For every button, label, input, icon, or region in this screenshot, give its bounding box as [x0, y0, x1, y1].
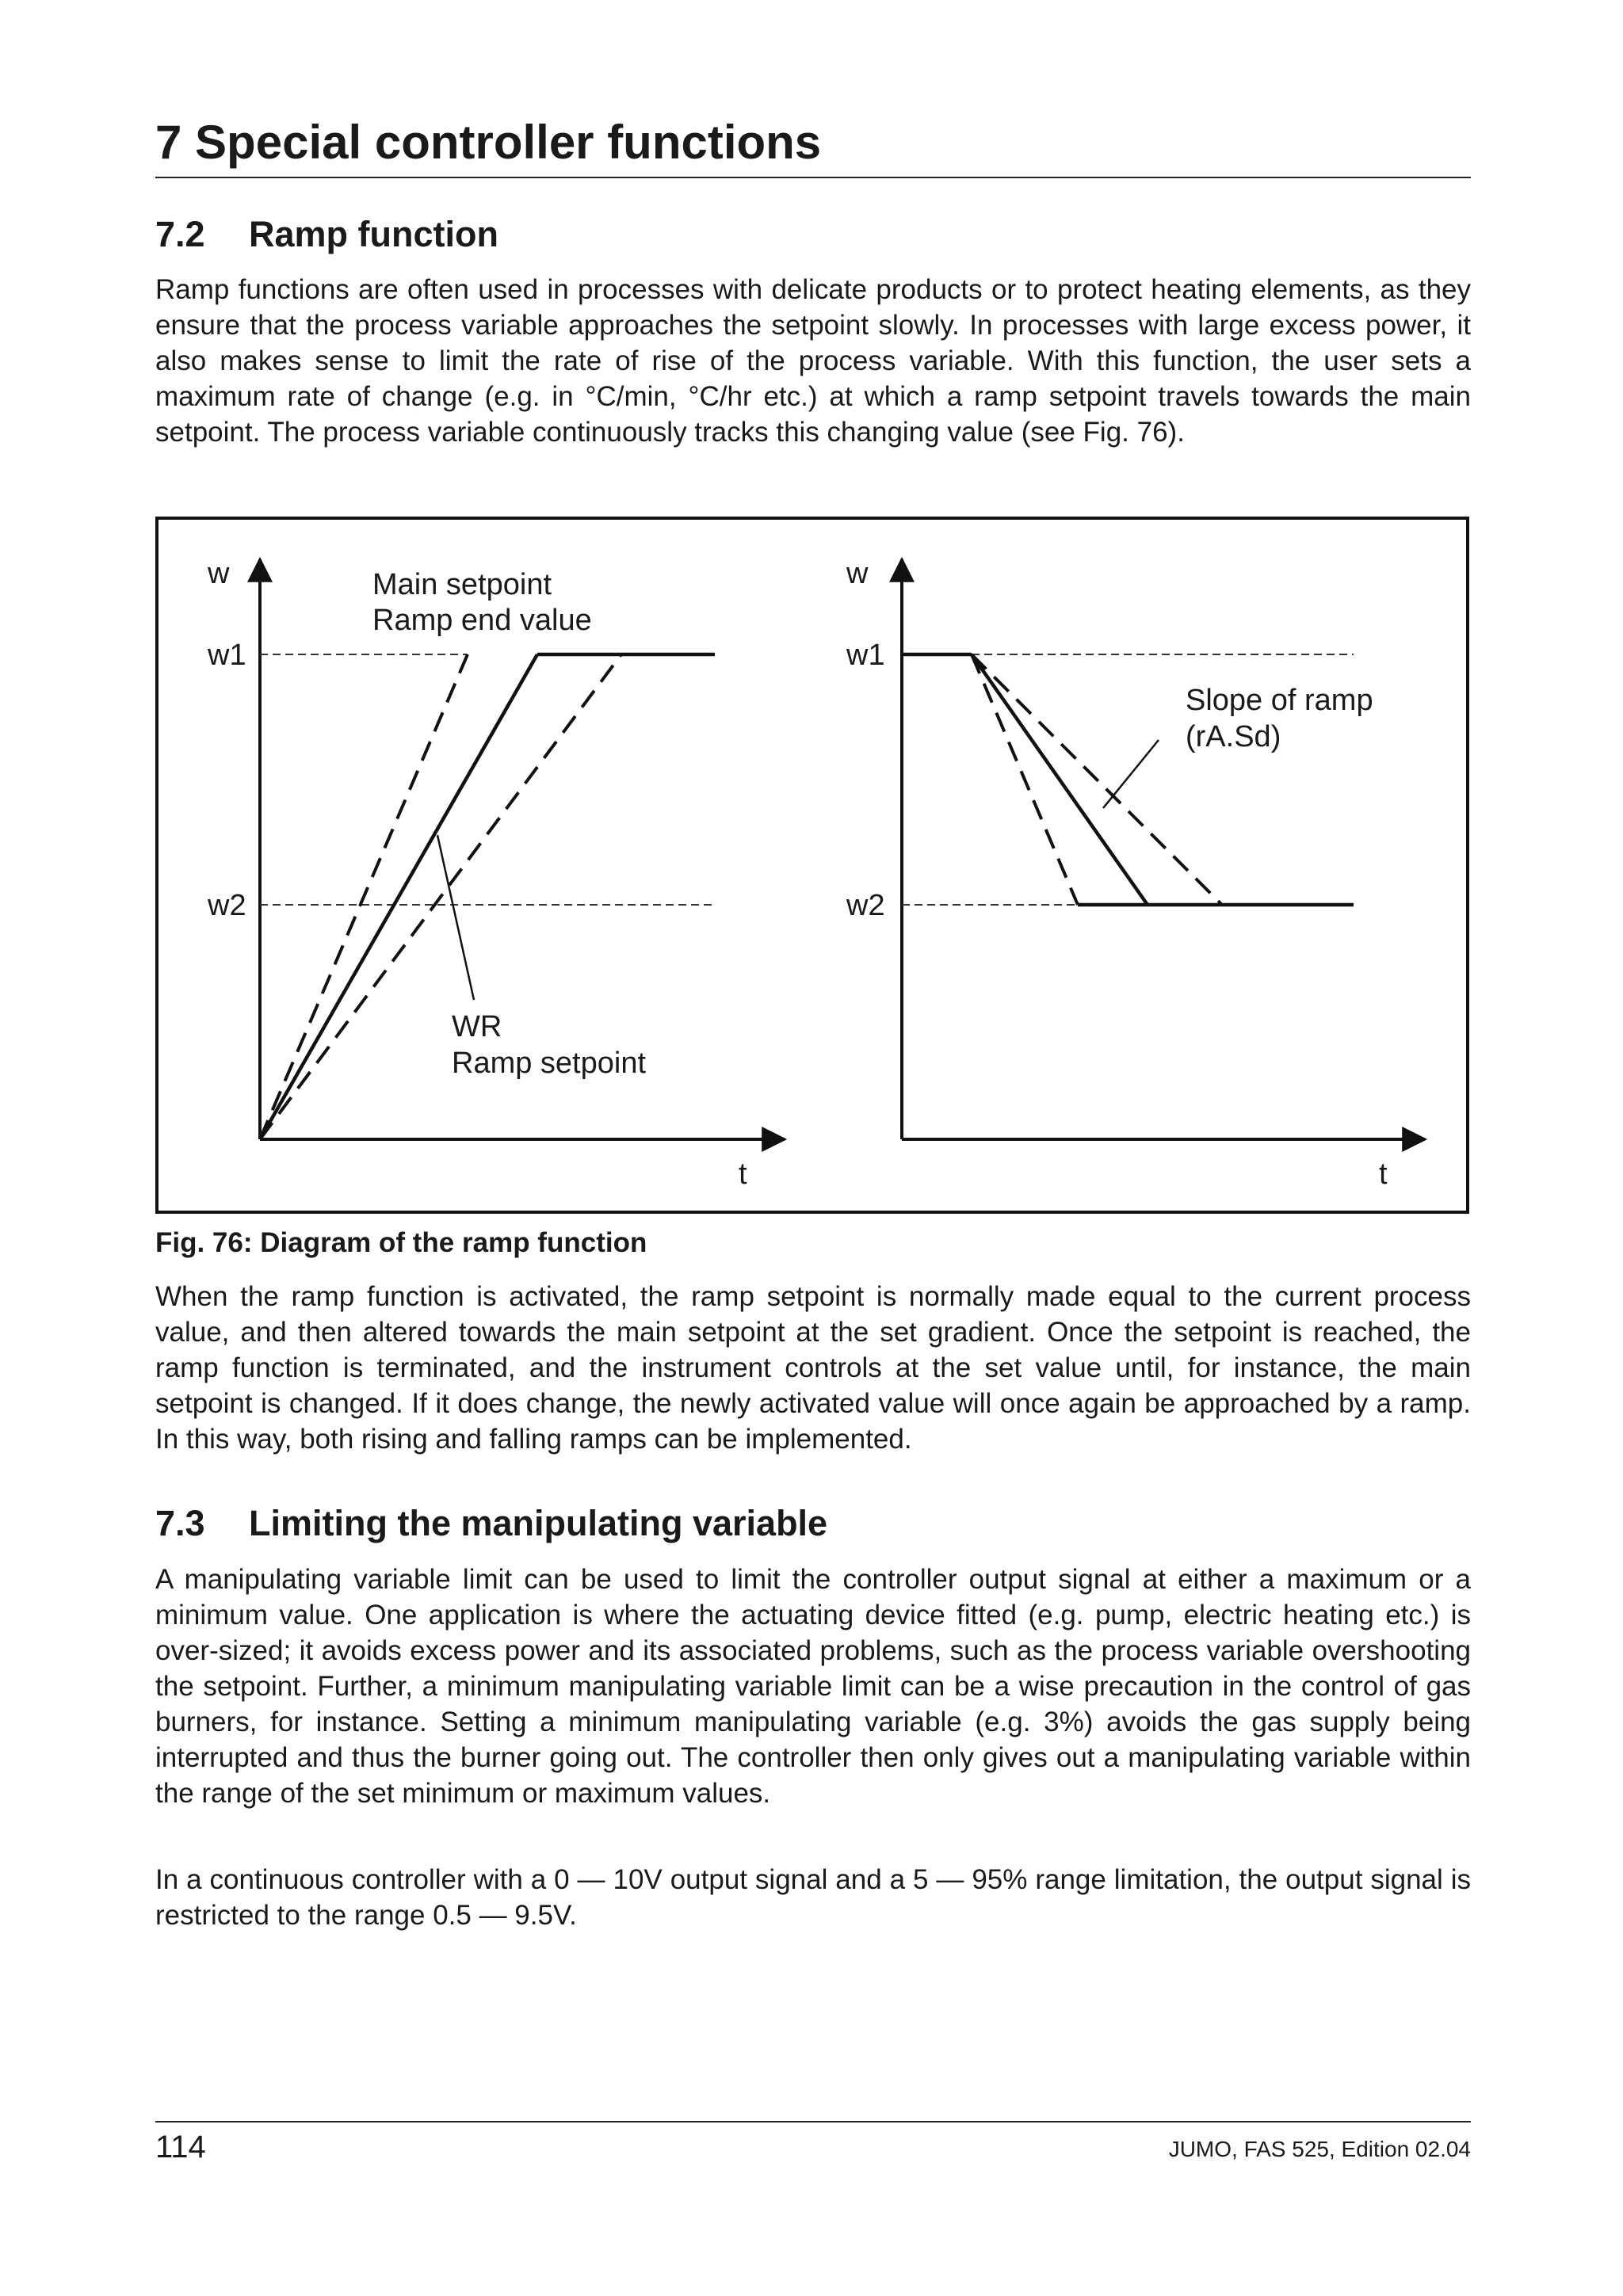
section-number: 7.3: [155, 1503, 205, 1543]
section-title: Ramp function: [249, 214, 498, 254]
right-ramp-shallow-dashed: [972, 654, 1222, 905]
ramp-diagram: [158, 520, 1466, 1211]
ramp-diagram-figure: [155, 517, 1469, 1214]
right-diagram: [846, 557, 1425, 1191]
ramp-setpoint-label: Ramp setpoint: [452, 1047, 647, 1080]
section-heading-7-3: [155, 1500, 1471, 1547]
slope-leader-line: [1103, 740, 1159, 808]
right-w1-label: w1: [846, 639, 885, 672]
left-w1-label: w1: [208, 639, 246, 672]
header-rule: [155, 177, 1471, 178]
chapter-title: 7 Special controller functions: [155, 116, 822, 169]
page-number: 114: [155, 2130, 206, 2164]
right-w2-label: w2: [846, 889, 885, 922]
section-heading-7-2: [155, 211, 1471, 258]
footer-edition: JUMO, FAS 525, Edition 02.04: [1168, 2137, 1471, 2161]
wr-label: WR: [452, 1010, 502, 1043]
ramp-intro-paragraph: Ramp functions are often used in processes with delicate products or to protect heating elements, as they ensure that the process variable approaches the setpoint slowly. In processes with large excess power, it also makes sense to limit the rate of rise of the process variable. With this function, the user sets a maximum rate of change (e.g. in °C/min, °C/hr etc.) at which a ramp setpoint travels towards the main setpoint. The process variable continuously tracks this changing value (see Fig. 76).: [155, 274, 1471, 448]
section-title: Limiting the manipulating variable: [249, 1503, 828, 1543]
rasd-label: (rA.Sd): [1186, 720, 1281, 753]
section-number: 7.2: [155, 214, 205, 254]
right-ramp-steep-dashed: [972, 654, 1078, 905]
footer-rule: [155, 2121, 1471, 2122]
left-diagram: [207, 557, 785, 1191]
left-axis-y-label: w: [208, 557, 230, 590]
limit-paragraph-2: In a continuous controller with a 0 — 10V output signal and a 5 — 95% range limitation, the output signal is restricted to the range 0.5 — 9.5V.: [155, 1864, 1471, 1931]
right-axis-y-label: w: [846, 557, 869, 590]
left-axis-x-label: t: [739, 1158, 747, 1191]
right-axis-x-label: t: [1379, 1158, 1388, 1191]
left-ramp-steep-dashed: [260, 654, 468, 1139]
left-w2-label: w2: [208, 889, 246, 922]
slope-of-ramp-label: Slope of ramp: [1186, 684, 1373, 717]
ramp-end-value-label: Ramp end value: [372, 604, 592, 637]
limit-paragraph-1: A manipulating variable limit can be used to limit the controller output signal at either a maximum or a minimum value. One application is where the actuating device fitted (e.g. pump, electric heating etc.) is over-sized; it avoids excess power and its associated problems, such as the process variable overshooting the setpoint. Further, a minimum manipulating variable limit can be a wise precaution in the control of gas burners, for instance. Setting a minimum manipulating variable (e.g. 3%) avoids the gas supply being interrupted and thus the burner going out. The controller then only gives out a manipulating variable within the range of the set minimum or maximum values.: [155, 1564, 1471, 1809]
right-ramp-setpoint-line: [972, 654, 1148, 905]
figure-caption: Fig. 76: Diagram of the ramp function: [155, 1227, 647, 1258]
main-setpoint-label: Main setpoint: [372, 568, 552, 601]
ramp-activation-paragraph: When the ramp function is activated, the ramp setpoint is normally made equal to the current process value, and then altered towards the main setpoint at the set gradient. Once the setpoint is reached, the ramp function is terminated, and the instrument controls at the set value until, for instance, the main setpoint is changed. If it does change, the newly activated value will once again be approached by a ramp. In this way, both rising and falling ramps can be implemented.: [155, 1281, 1471, 1455]
